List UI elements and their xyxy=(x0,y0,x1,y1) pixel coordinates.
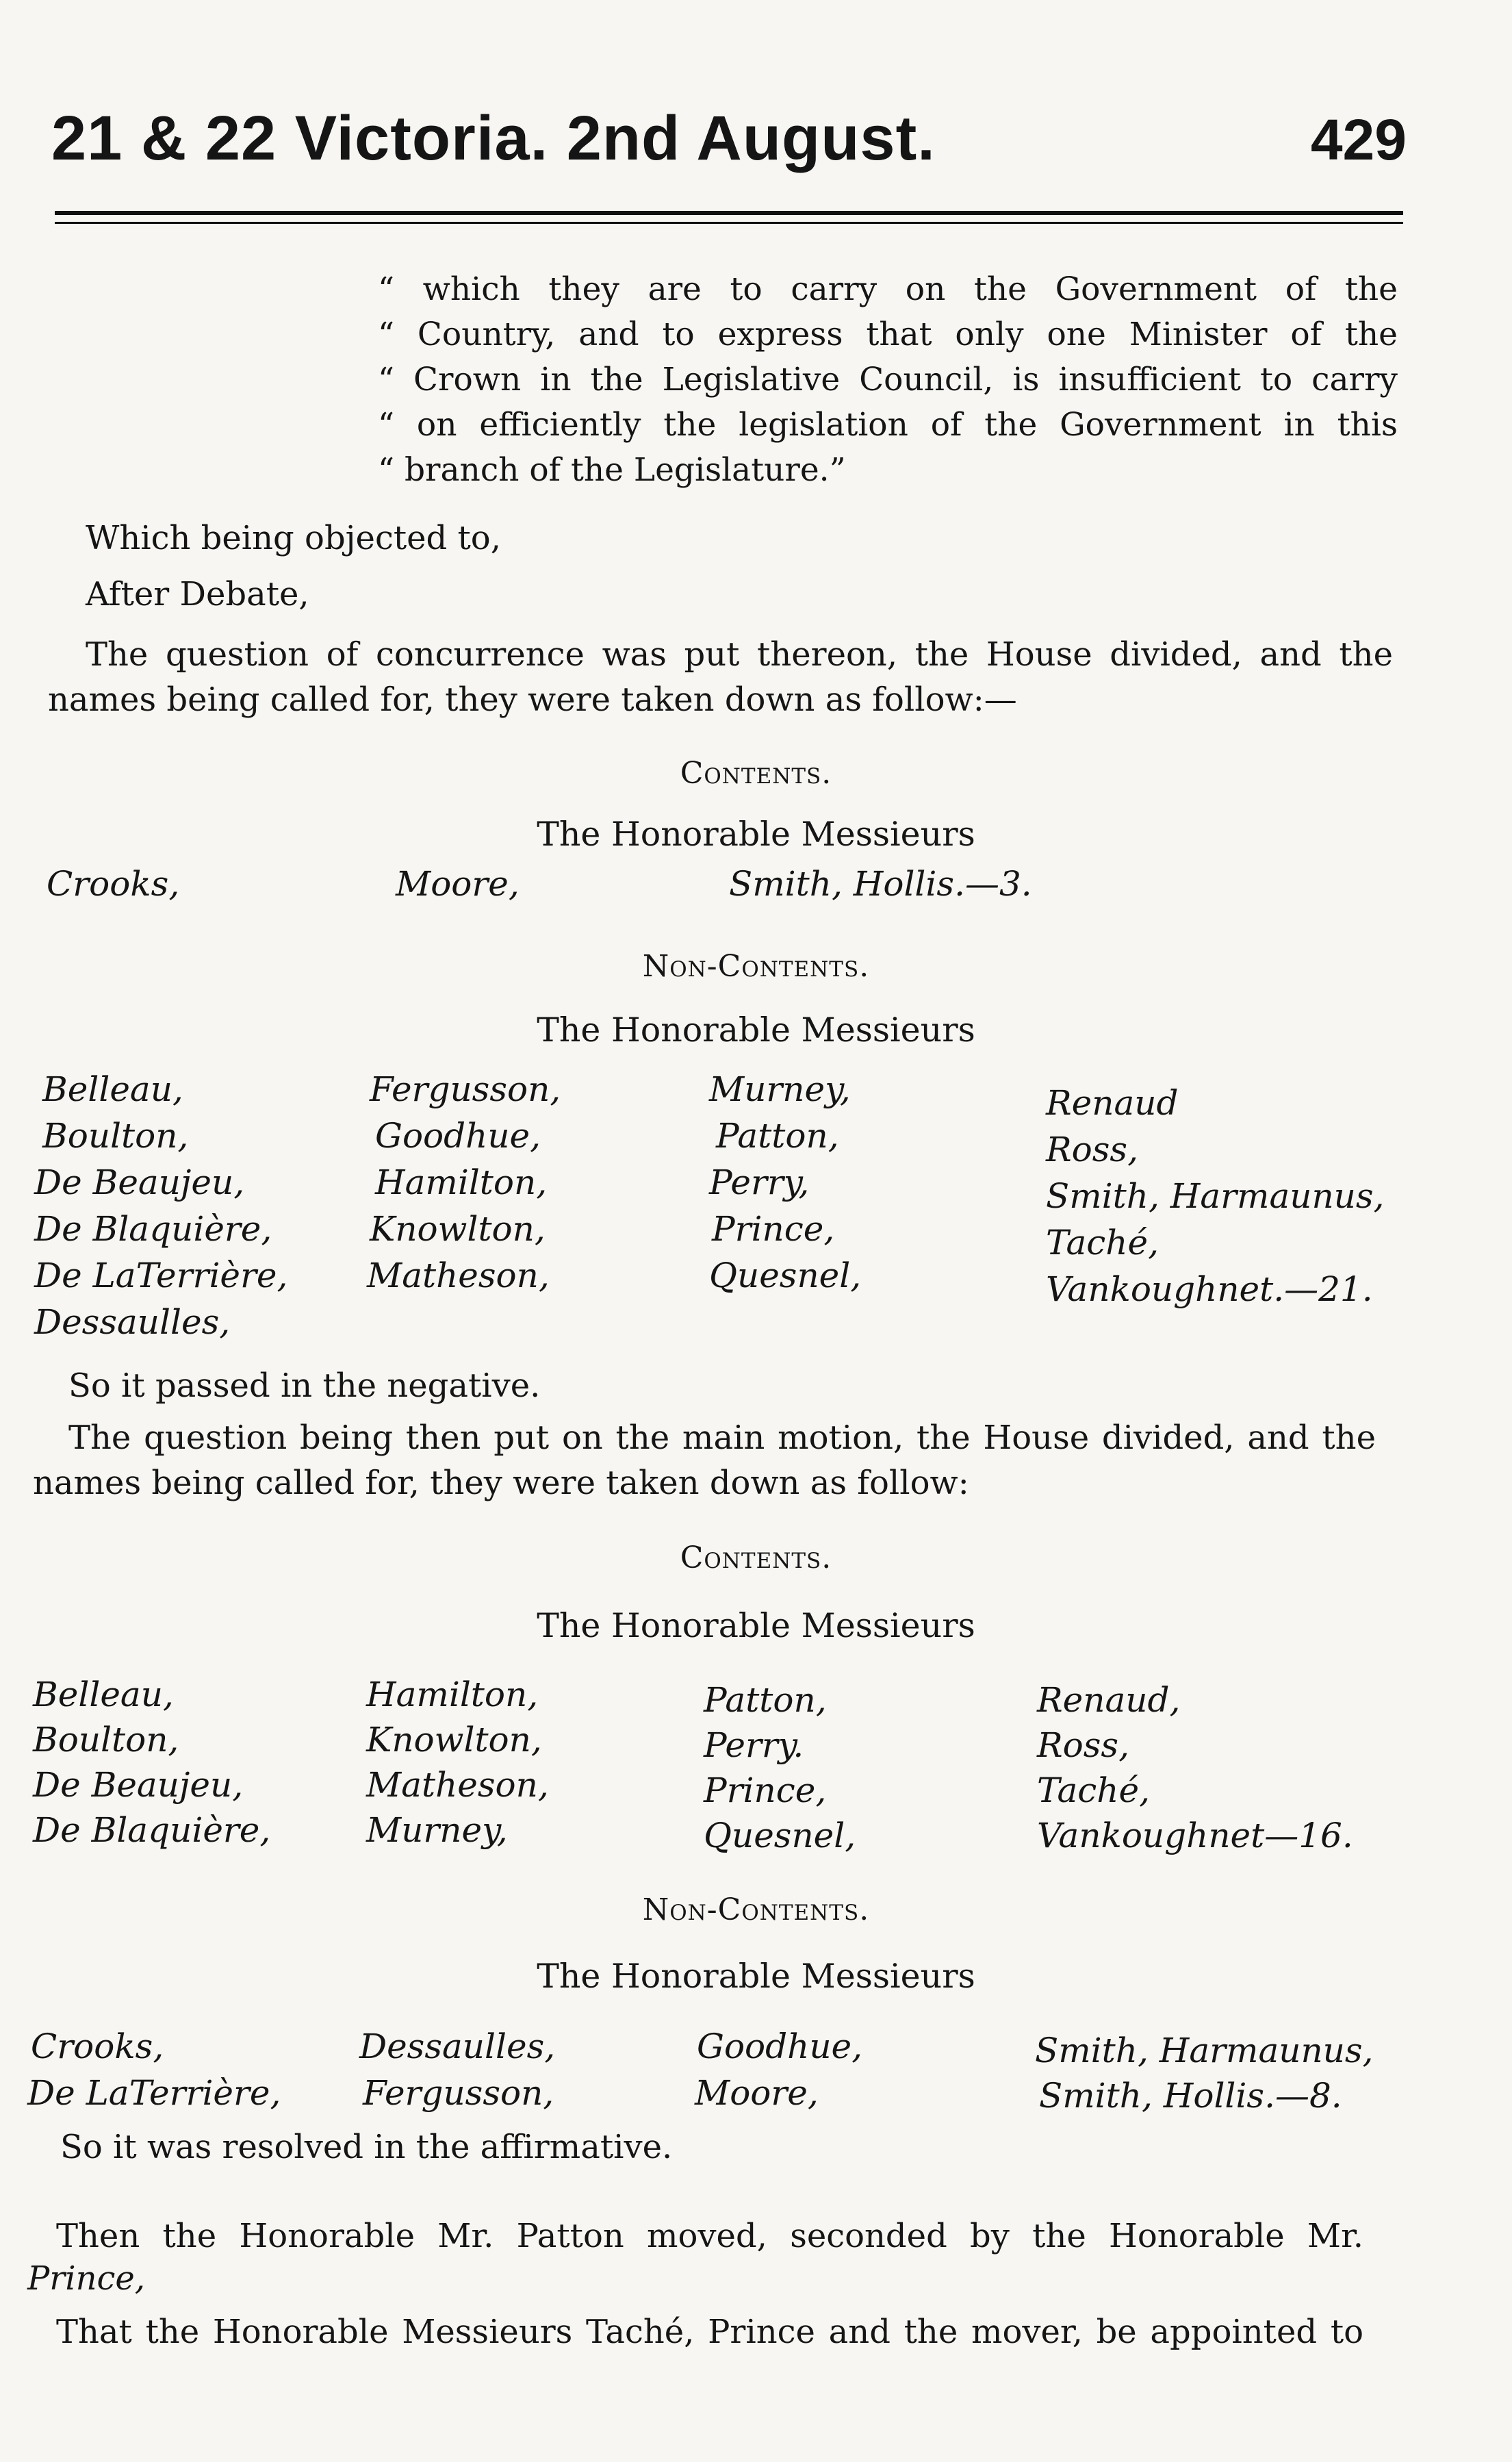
main-question-line-1: The question being then put on the main motion, the House divided, and the xyxy=(68,1419,1376,1457)
contents-name: De Beaujeu, xyxy=(33,1765,244,1805)
non-contents-name: De LaTerrière, xyxy=(34,1256,288,1295)
non-contents-name: Taché, xyxy=(1046,1223,1159,1262)
non-contents-name: Crooks, xyxy=(31,2027,164,2066)
non-contents-name: Fergusson, xyxy=(370,1069,561,1109)
contents-heading-1: Contents. xyxy=(680,756,832,791)
quote-line: “ Country, and to express that only one Minister of the xyxy=(378,316,1398,353)
non-contents-heading-2: Non-Contents. xyxy=(642,1892,870,1927)
contents-name: Taché, xyxy=(1037,1771,1150,1810)
contents-name: De Blaquière, xyxy=(33,1810,271,1850)
non-contents-name: Fergusson, xyxy=(363,2073,554,2113)
objected-line: Which being objected to, xyxy=(86,519,501,557)
running-head: 21 & 22 Victoria. 2nd August. xyxy=(51,103,936,173)
non-contents-name: Boulton, xyxy=(42,1116,189,1156)
contents-name: Hamilton, xyxy=(366,1675,539,1714)
contents-subheading-2: The Honorable Messieurs xyxy=(537,1606,975,1645)
question-concurrence-line-2: names being called for, they were taken down as follow:— xyxy=(48,681,1017,719)
non-contents-name: Ross, xyxy=(1046,1130,1138,1169)
quote-line: “ Crown in the Legislative Council, is insufficient to carry xyxy=(378,361,1398,398)
non-contents-name: Vankoughnet.—21. xyxy=(1046,1269,1373,1309)
non-contents-name: Prince, xyxy=(712,1209,835,1249)
page-number: 429 xyxy=(1310,107,1407,172)
non-contents-name: De LaTerrière, xyxy=(27,2073,281,2113)
passed-negative-line: So it passed in the negative. xyxy=(68,1367,541,1405)
non-contents-name: Smith, Harmaunus, xyxy=(1046,1176,1385,1216)
non-contents-name: De Blaquière, xyxy=(34,1209,272,1249)
contents-heading-2: Contents. xyxy=(680,1540,832,1575)
contents-name: Renaud, xyxy=(1037,1680,1181,1720)
non-contents-name: Goodhue, xyxy=(697,2027,863,2066)
header-rule-thick xyxy=(55,211,1403,215)
contents-name: Patton, xyxy=(704,1680,827,1720)
non-contents-name: Dessaulles, xyxy=(359,2027,556,2066)
contents-name: Boulton, xyxy=(33,1720,179,1760)
non-contents-name: Renaud xyxy=(1046,1083,1179,1123)
contents-name: Prince, xyxy=(704,1771,827,1810)
contents-name: Knowlton, xyxy=(366,1720,542,1760)
non-contents-name: De Beaujeu, xyxy=(34,1163,245,1202)
page-header xyxy=(51,103,1407,205)
contents-name: Ross, xyxy=(1037,1725,1129,1765)
non-contents-name: Matheson, xyxy=(367,1256,550,1295)
contents-name: Matheson, xyxy=(366,1765,549,1805)
contents-name: Crooks, xyxy=(47,864,180,904)
patton-motion-line-2: Prince, xyxy=(27,2259,146,2298)
non-contents-name: Smith, Hollis.—8. xyxy=(1039,2076,1342,2116)
after-debate-line: After Debate, xyxy=(86,575,309,613)
resolved-affirmative-line: So it was resolved in the affirmative. xyxy=(60,2128,673,2166)
quote-line: “ on efficiently the legislation of the Government in this xyxy=(378,406,1398,444)
contents-name: Vankoughnet—16. xyxy=(1037,1816,1353,1855)
non-contents-name: Hamilton, xyxy=(375,1163,548,1202)
header-rule-thin xyxy=(55,222,1403,224)
non-contents-name: Moore, xyxy=(695,2073,819,2113)
non-contents-heading-1: Non-Contents. xyxy=(642,949,870,984)
contents-subheading-1: The Honorable Messieurs xyxy=(537,815,975,854)
quote-line: “ branch of the Legislature.” xyxy=(378,451,846,489)
non-contents-subheading-2: The Honorable Messieurs xyxy=(537,1957,975,1996)
contents-name: Murney, xyxy=(366,1810,508,1850)
non-contents-name: Perry, xyxy=(709,1163,810,1202)
non-contents-name: Knowlton, xyxy=(370,1209,546,1249)
contents-name: Quesnel, xyxy=(704,1816,856,1855)
non-contents-name: Murney, xyxy=(709,1069,851,1109)
appointment-line: That the Honorable Messieurs Taché, Prince and the mover, be appointed to xyxy=(56,2313,1363,2351)
quoted-motion xyxy=(378,267,1398,493)
non-contents-name: Smith, Harmaunus, xyxy=(1035,2031,1374,2070)
non-contents-name: Belleau, xyxy=(42,1069,183,1109)
main-question-line-2: names being called for, they were taken down as follow: xyxy=(33,1464,969,1502)
contents-name: Belleau, xyxy=(33,1675,174,1714)
question-concurrence-line-1: The question of concurrence was put thereon, the House divided, and the xyxy=(86,635,1393,674)
non-contents-name: Goodhue, xyxy=(375,1116,541,1156)
quote-line: “ which they are to carry on the Government of the xyxy=(378,270,1398,308)
contents-name: Moore, xyxy=(396,864,520,904)
non-contents-name: Quesnel, xyxy=(709,1256,862,1295)
non-contents-name: Patton, xyxy=(716,1116,839,1156)
contents-name: Perry. xyxy=(704,1725,804,1765)
contents-name: Smith, Hollis.—3. xyxy=(729,864,1032,904)
non-contents-subheading-1: The Honorable Messieurs xyxy=(537,1011,975,1050)
patton-motion-line-1: Then the Honorable Mr. Patton moved, seconded by the Honorable Mr. xyxy=(56,2217,1363,2255)
non-contents-name: Dessaulles, xyxy=(34,1302,231,1342)
